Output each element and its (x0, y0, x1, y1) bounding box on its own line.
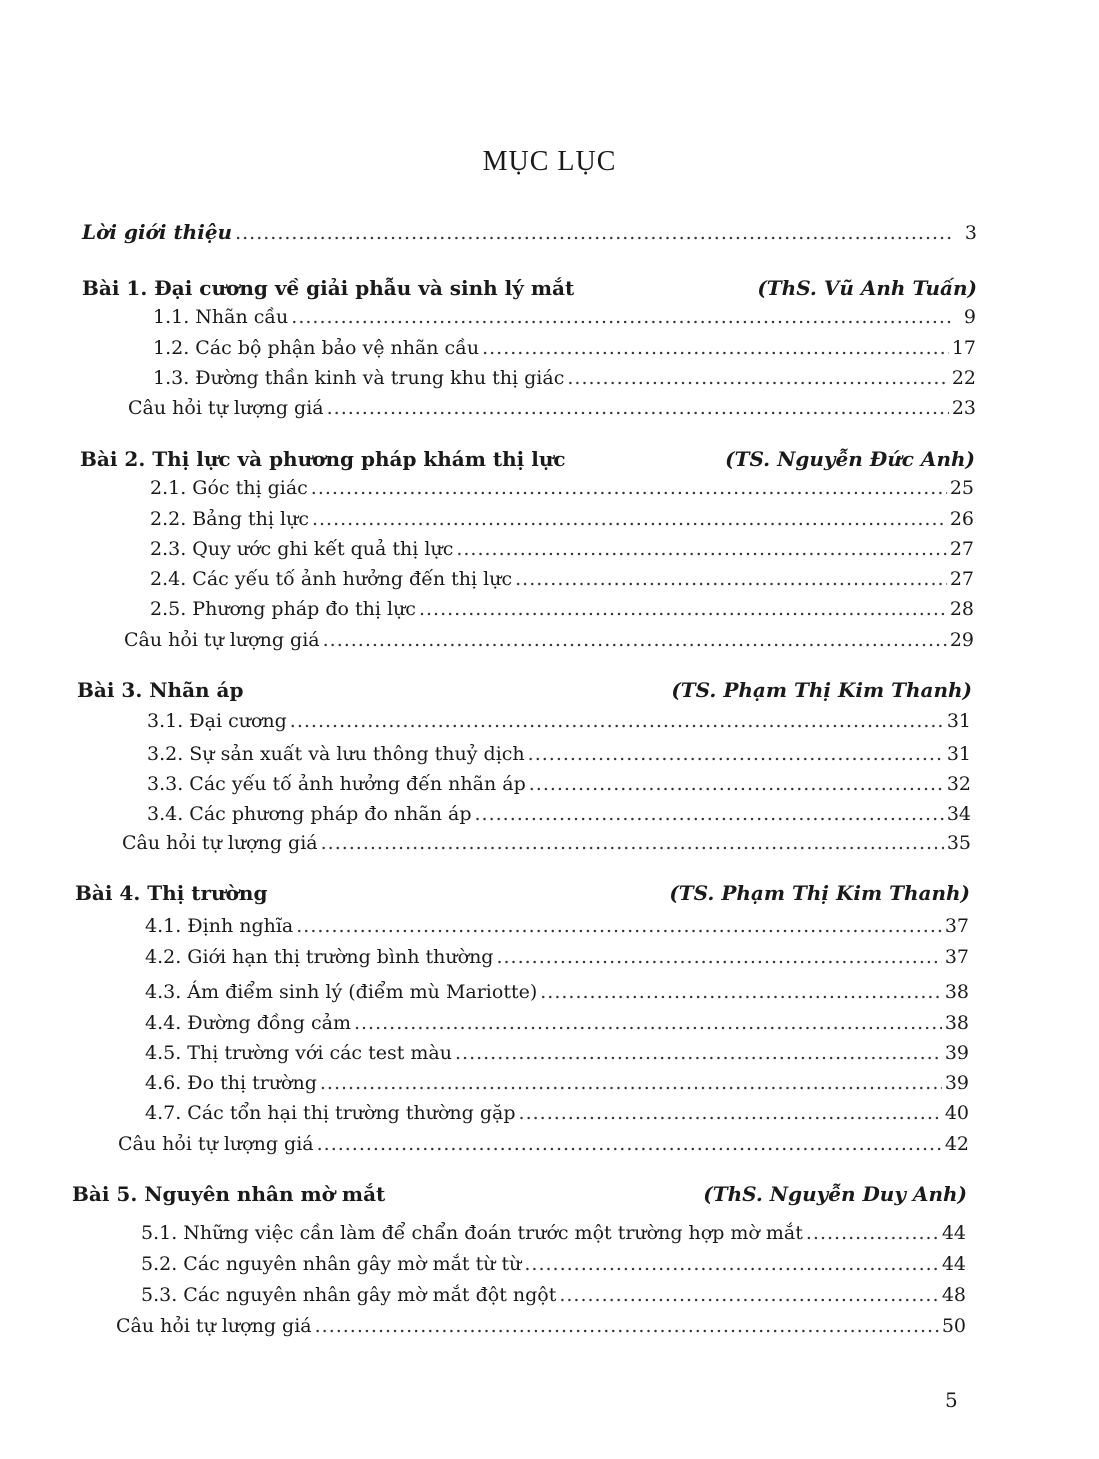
dot-leader (519, 1102, 942, 1124)
toc-entry-page: 37 (944, 915, 969, 937)
toc-entry (153, 337, 976, 359)
toc-entry (116, 1315, 966, 1337)
toc-entry-label: Câu hỏi tự lượng giá (122, 832, 318, 854)
toc-entry-label: 5.2. Các nguyên nhân gây mờ mắt từ từ (141, 1253, 522, 1275)
chapter-author: (TS. Phạm Thị Kim Thanh) (671, 678, 972, 702)
toc-entry-page: 35 (946, 832, 971, 854)
toc-entry-label: 3.1. Đại cương (147, 710, 287, 732)
toc-entry-label: 4.7. Các tổn hại thị trường thường gặp (145, 1102, 516, 1124)
chapter-title: Bài 3. Nhãn áp (77, 678, 244, 702)
chapter-author: (ThS. Nguyễn Duy Anh) (703, 1182, 967, 1206)
toc-entry-label: 1.1. Nhãn cầu (153, 306, 289, 328)
toc-entry (141, 1284, 966, 1306)
dot-leader (290, 710, 944, 732)
dot-leader (354, 1012, 942, 1034)
dot-leader (317, 1133, 942, 1155)
toc-entry (145, 1102, 969, 1124)
toc-entry-page: 25 (949, 477, 974, 499)
toc-entry-page: 48 (941, 1284, 966, 1306)
toc-entry-page: 17 (951, 337, 976, 359)
toc-entry-page: 38 (944, 981, 969, 1003)
toc-entry-label: 4.1. Định nghĩa (145, 915, 294, 937)
dot-leader (806, 1222, 939, 1244)
dot-leader (312, 508, 947, 530)
toc-entry-page: 28 (949, 598, 974, 620)
toc-entry-label: 4.4. Đường đồng cảm (145, 1012, 351, 1034)
toc-intro-entry (82, 220, 977, 244)
toc-entry-label: Câu hỏi tự lượng giá (128, 397, 324, 419)
toc-entry (153, 306, 976, 328)
toc-entry-label: 3.2. Sự sản xuất và lưu thông thuỷ dịch (147, 743, 525, 765)
toc-entry-page: 3 (964, 222, 977, 244)
toc-entry-page: 31 (946, 710, 971, 732)
chapter-heading (75, 881, 970, 905)
chapter-title: Bài 4. Thị trường (75, 881, 268, 905)
dot-leader (419, 598, 947, 620)
dot-leader (315, 1315, 939, 1337)
toc-entry (150, 568, 974, 590)
dot-leader (540, 981, 942, 1003)
toc-entry-page: 37 (944, 946, 969, 968)
chapter-author: (ThS. Vũ Anh Tuấn) (757, 276, 977, 300)
chapter-author: (TS. Phạm Thị Kim Thanh) (669, 881, 970, 905)
chapter-author: (TS. Nguyễn Đức Anh) (725, 447, 975, 471)
dot-leader (475, 803, 944, 825)
toc-entry-page: 50 (941, 1315, 966, 1337)
toc-entry-label: 1.3. Đường thần kinh và trung khu thị giác (153, 367, 565, 389)
toc-entry-page: 32 (946, 773, 971, 795)
toc-entry-page: 44 (941, 1222, 966, 1244)
toc-entry-label: Lời giới thiệu (82, 220, 233, 244)
toc-entry (145, 915, 969, 937)
toc-entry-label: 4.5. Thị trường với các test màu (145, 1042, 452, 1064)
toc-entry-page: 27 (949, 568, 974, 590)
toc-entry (145, 1072, 969, 1094)
toc-entry (150, 538, 974, 560)
toc-entry (145, 981, 969, 1003)
toc-entry-page: 23 (951, 397, 976, 419)
toc-entry-page: 39 (944, 1042, 969, 1064)
toc-entry-label: 5.1. Những việc cần làm để chẩn đoán trước một trường hợp mờ mắt (141, 1222, 803, 1244)
toc-entry-label: Câu hỏi tự lượng giá (118, 1133, 314, 1155)
dot-leader (482, 337, 949, 359)
toc-entry-label: 4.6. Đo thị trường (145, 1072, 317, 1094)
toc-entry (145, 1012, 969, 1034)
toc-entry (145, 1042, 969, 1064)
toc-entry (145, 946, 969, 968)
chapter-heading (72, 1182, 967, 1206)
chapter-heading (77, 678, 972, 702)
toc-entry-label: 2.3. Quy ước ghi kết quả thị lực (150, 538, 454, 560)
toc-entry-label: 2.1. Góc thị giác (150, 477, 308, 499)
toc-entry-label: 4.2. Giới hạn thị trường bình thường (145, 946, 494, 968)
toc-entry-page: 39 (944, 1072, 969, 1094)
dot-leader (515, 568, 947, 590)
toc-entry-label: Câu hỏi tự lượng giá (116, 1315, 312, 1337)
toc-entry-label: 3.3. Các yếu tố ảnh hưởng đến nhãn áp (147, 773, 526, 795)
dot-leader (456, 538, 946, 560)
toc-entry (128, 397, 976, 419)
toc-entry (153, 367, 976, 389)
dot-leader (524, 1253, 938, 1275)
toc-entry-page: 34 (946, 803, 971, 825)
toc-entry-page: 42 (944, 1133, 969, 1155)
dot-leader (296, 915, 942, 937)
toc-entry (150, 598, 974, 620)
dot-leader (235, 222, 952, 244)
toc-entry-label: 2.5. Phương pháp đo thị lực (150, 598, 416, 620)
toc-entry (124, 629, 974, 651)
toc-entry (141, 1222, 966, 1244)
dot-leader (321, 832, 944, 854)
toc-entry-page: 29 (949, 629, 974, 651)
dot-leader (327, 397, 949, 419)
toc-entry-page: 40 (944, 1102, 969, 1124)
dot-leader (320, 1072, 942, 1094)
toc-entry-label: 5.3. Các nguyên nhân gây mờ mắt đột ngột (141, 1284, 557, 1306)
chapter-heading (82, 276, 977, 300)
toc-entry-label: 1.2. Các bộ phận bảo vệ nhãn cầu (153, 337, 480, 359)
toc-entry (118, 1133, 969, 1155)
toc-entry (150, 477, 974, 499)
dot-leader (291, 306, 951, 328)
toc-entry (147, 773, 971, 795)
dot-leader (311, 477, 947, 499)
toc-entry-page: 9 (963, 306, 976, 328)
page-number: 5 (945, 1388, 958, 1412)
toc-entry-page: 31 (946, 743, 971, 765)
toc-entry-page: 44 (941, 1253, 966, 1275)
chapter-title: Bài 1. Đại cương về giải phẫu và sinh lý mắt (82, 276, 575, 300)
toc-entry-label: 3.4. Các phương pháp đo nhãn áp (147, 803, 472, 825)
chapter-heading (80, 447, 975, 471)
toc-entry (147, 710, 971, 732)
dot-leader (559, 1284, 938, 1306)
toc-entry-label: 2.4. Các yếu tố ảnh hưởng đến thị lực (150, 568, 513, 590)
toc-entry (147, 803, 971, 825)
toc-entry-page: 27 (949, 538, 974, 560)
dot-leader (455, 1042, 942, 1064)
chapter-title: Bài 5. Nguyên nhân mờ mắt (72, 1182, 386, 1206)
toc-entry-label: 4.3. Ám điểm sinh lý (điểm mù Mariotte) (145, 981, 538, 1003)
chapter-title: Bài 2. Thị lực và phương pháp khám thị lực (80, 447, 566, 471)
toc-entry-label: Câu hỏi tự lượng giá (124, 629, 320, 651)
toc-entry (122, 832, 971, 854)
toc-entry-page: 22 (951, 367, 976, 389)
toc-entry (141, 1253, 966, 1275)
dot-leader (567, 367, 948, 389)
toc-entry (150, 508, 974, 530)
toc-entry-label: 2.2. Bảng thị lực (150, 508, 309, 530)
dot-leader (528, 743, 944, 765)
dot-leader (529, 773, 944, 795)
toc-entry-page: 38 (944, 1012, 969, 1034)
toc-entry-page: 26 (949, 508, 974, 530)
page-title: MỤC LỤC (482, 146, 617, 177)
toc-entry (147, 743, 971, 765)
dot-leader (496, 946, 941, 968)
dot-leader (323, 629, 947, 651)
